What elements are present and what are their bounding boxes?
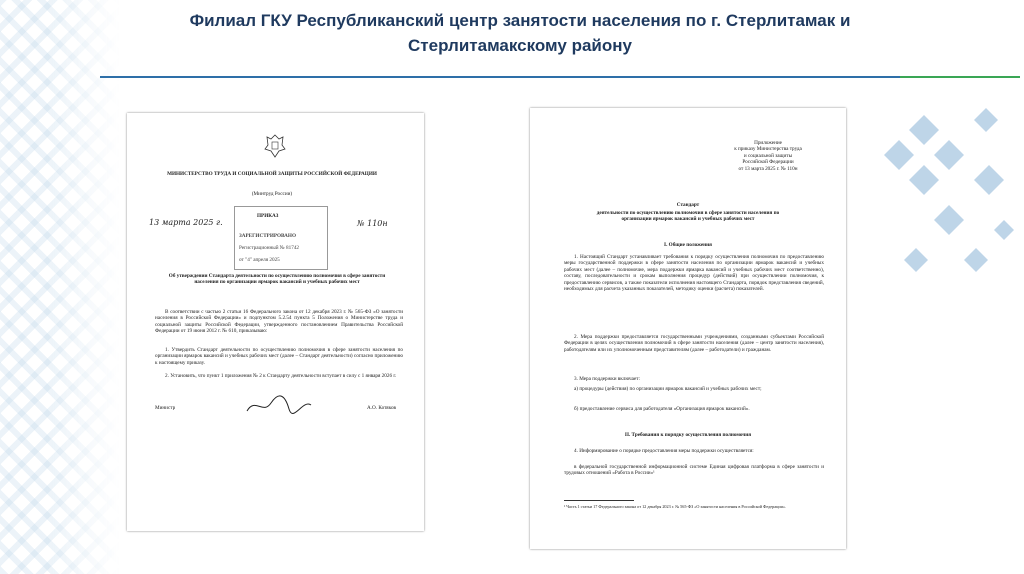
registration-stamp [234,206,328,270]
appendix-line-3: и социальной защиты [743,152,793,159]
standard-document [530,108,846,549]
emblem-icon [263,133,287,159]
ornament-left [0,0,120,574]
signer-name: А.О. Котяков [367,405,396,411]
order-paragraph-2: 1. Утвердить Стандарт деятельности по осуществлению полномочия в сфере занятости населения по организации ярмарок вакансий и учебных рабочих мест (далее – Стандарт деятельности) согласно приложению к настоящему приказу. [155,347,403,366]
section-1-heading: I. Общие положения [664,242,712,248]
ministry-short: (Минтруд России) [251,191,293,197]
appendix-line-2: к приказу Министерства труда [734,146,802,153]
footnote-rule [564,500,634,501]
order-document [127,113,424,531]
standard-subtitle: деятельности по осуществлению полномочия в сфере занятости населения по организации ярмарок вакансий и учебных рабочих мест [596,210,780,223]
signature-icon [245,393,315,417]
order-paragraph-3: 2. Установить, что пункт 1 приложения № 2 к Стандарту деятельности вступает в силу с 1 января 2026 г. [165,373,397,379]
appendix-line-5: от 13 марта 2025 г. № 110н [738,165,798,172]
standard-para-4: 4. Информирование о порядке предоставления меры поддержки осуществляется: [574,448,754,454]
appendix-block [708,140,828,172]
stamp-reg-date: от "4" апреля 2025 [239,257,280,263]
standard-para-3: 3. Мера поддержки включает: [574,376,640,382]
signer-title: Министр [155,405,176,411]
appendix-line-1: Приложение [754,140,782,146]
order-number: № 110н [357,219,388,228]
standard-title: Стандарт [676,202,700,208]
appendix-line-4: Российской Федерации [742,159,794,166]
page-title: Филиал ГКУ Республиканский центр занятости населения по г. Стерлитамак и Стерлитамакскому району [189,11,851,55]
stamp-order: ПРИКАЗ [257,213,279,219]
footnote: ¹ Часть 1 статьи 17 Федерального закона от 12 декабря 2023 г. № 565-ФЗ «О занятости населения в Российской Федерации». [564,504,786,509]
standard-para-1: 1. Настоящий Стандарт устанавливает требования к порядку осуществления полномочия по предоставлению меры государственной поддержки в сфере занятости населения по организации ярмарок вакансий и учебных рабочих мест (далее – полномочие, мера поддержки ярмарка вакансий и учебных рабочих мест соответственно), составу, последовательности и срокам выполнения процедур (действий) при осуществлении полномочия, к предоставлению сервисов, а также показатели исполнения настоящего Стандарта, порядок представления сведений, необходимых для расчета указанных показателей, методику оценки (расчета) показателей. [564,254,824,293]
order-heading: Об утверждении Стандарта деятельности по осуществлению полномочия в сфере занятости населения по организации ярмарок вакансий и учебных рабочих мест [168,273,386,286]
standard-para-3a: а) процедуры (действия) по организации ярмарок вакансий и учебных рабочих мест; [574,386,762,392]
stamp-registered: ЗАРЕГИСТРИРОВАНО [239,233,296,239]
standard-para-3b: б) предоставление сервиса для работодателя «Организация ярмарок вакансий». [574,406,750,412]
header-divider [100,76,1020,78]
stamp-reg-no: Регистрационный № 81742 [239,245,300,251]
section-2-heading: II. Требования к порядку осуществления полномочия [624,432,752,438]
standard-para-4a: в федеральной государственной информационной системе Единая цифровая платформа в сфере занятости и трудовых отношений «Работа в России»¹ [564,464,824,477]
order-date: 13 марта 2025 г. [149,218,223,227]
order-paragraph-1: В соответствии с частью 2 статьи 16 Федерального закона от 12 декабря 2023 г. № 565-ФЗ «О занятости населения в Российской Федерации» и подпунктом 5.2.54 пункта 5 Положения о Министерстве труда и социальной защиты Российской Федерации, утвержденного постановлением Правительства Российской Федерации от 19 июня 2012 г. № 610, приказываю: [155,309,403,335]
standard-para-2: 2. Мера поддержки предоставляется государственными учреждениями, созданными субъектами Российской Федерации в целях осуществления полномочий в сфере занятости населения (далее – центр занятости населения), работодателям или их уполномоченным представителям (далее – работодатели) и гражданам. [564,334,824,353]
ministry-name: МИНИСТЕРСТВО ТРУДА И СОЦИАЛЬНОЙ ЗАЩИТЫ РОССИЙСКОЙ ФЕДЕРАЦИИ [167,171,377,177]
ornament-right [864,90,1024,350]
